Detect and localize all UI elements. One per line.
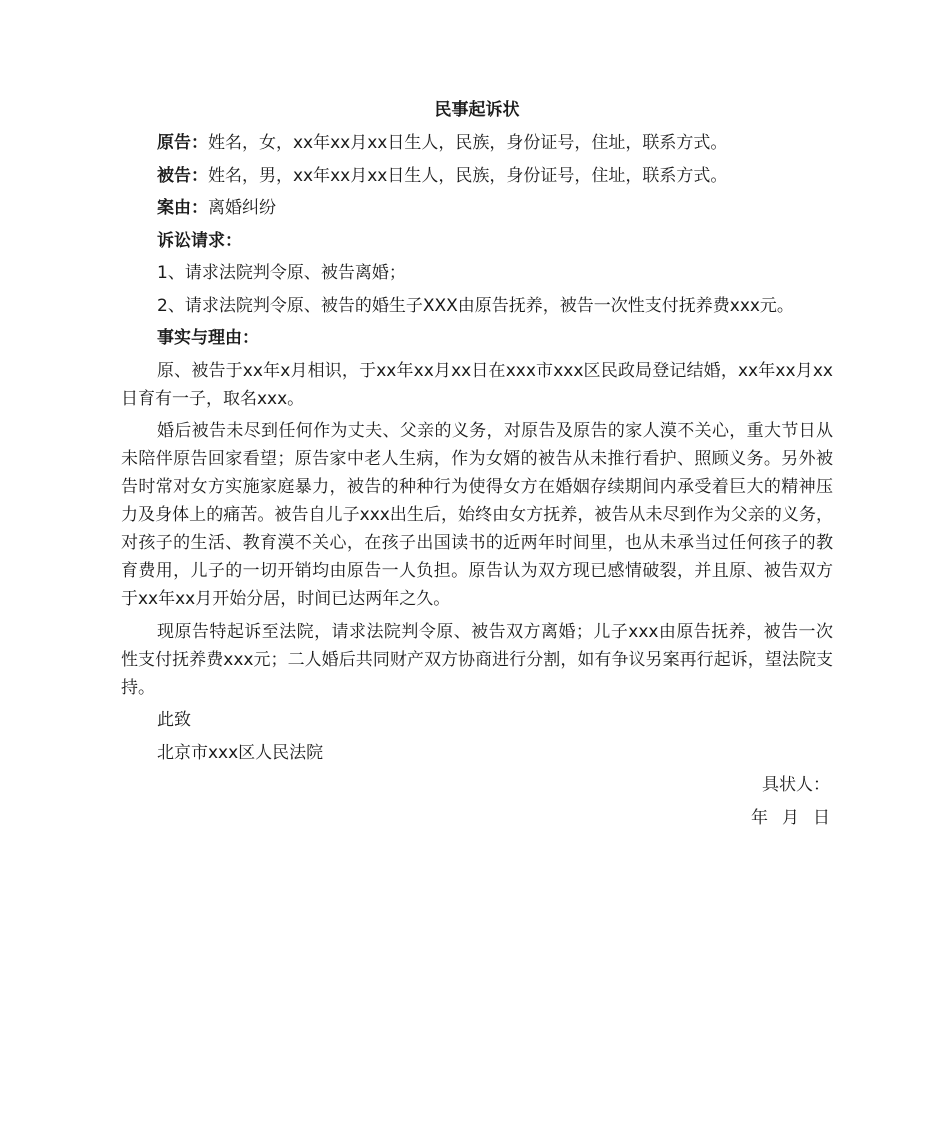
- defendant-text: 姓名，男，xx年xx月xx日生人，民族，身份证号，住址，联系方式。: [208, 165, 728, 186]
- court-name: 北京市xxx区人民法院: [157, 742, 324, 763]
- date-day: 日: [813, 807, 830, 828]
- defendant-label: 被告：: [157, 165, 208, 186]
- signer-label: 具状人：: [762, 775, 830, 795]
- plaintiff-label: 原告：: [157, 133, 208, 153]
- date-month: 月: [782, 807, 799, 828]
- plaintiff-line: [121, 129, 833, 157]
- date-year: 年: [751, 807, 768, 828]
- date-line: [121, 804, 833, 832]
- closing-text: 此致: [157, 710, 191, 730]
- facts-paragraph: 现原告特起诉至法院，请求法院判令原、被告双方离婚；儿子xxx由原告抚养，被告一次性支付抚养费xxx元；二人婚后共同财产双方协商进行分割，如有争议另案再行起诉，望法院支持。: [121, 621, 833, 698]
- claim-item: 1、请求法院判令原、被告离婚；: [157, 263, 406, 283]
- complaint-document: [121, 96, 833, 836]
- plaintiff-text: 姓名，女，xx年xx月xx日生人，民族，身份证号，住址，联系方式。: [208, 133, 728, 153]
- facts-paragraph: 原、被告于xx年x月相识，于xx年xx月xx日在xxx市xxx区民政局登记结婚，xx年xx月xx日育有一子，取名xxx。: [121, 360, 833, 409]
- claim-item: 2、请求法院判令原、被告的婚生子XXX由原告抚养，被告一次性支付抚养费xxx元。: [157, 295, 794, 316]
- cause-text: 离婚纠纷: [208, 198, 276, 218]
- document-title: 民事起诉状: [434, 100, 520, 120]
- cause-line: [121, 194, 833, 222]
- defendant-line: [121, 162, 833, 190]
- facts-paragraph: 婚后被告未尽到任何作为丈夫、父亲的义务，对原告及原告的家人漠不关心，重大节日从未陪伴原告回家看望；原告家中老人生病，作为女婿的被告从未推行看护、照顾义务。另外被告时常对女方实施家庭暴力，被告的种种行为使得女方在婚姻存续期间内承受着巨大的精神压力及身体上的痛苦。被告自儿子xxx出生后，始终由女方抚养，被告从未尽到作为父亲的义务，对孩子的生活、教育漠不关心，在孩子出国读书的近两年时间里，也从未承当过任何孩子的教育费用，儿子的一切开销均由原告一人负担。原告认为双方现已感情破裂，并且原、被告双方于xx年xx月开始分居，时间已达两年之久。: [121, 421, 833, 609]
- facts-heading: 事实与理由：: [157, 328, 259, 348]
- claims-heading: 诉讼请求：: [157, 230, 242, 251]
- cause-label: 案由：: [157, 198, 208, 218]
